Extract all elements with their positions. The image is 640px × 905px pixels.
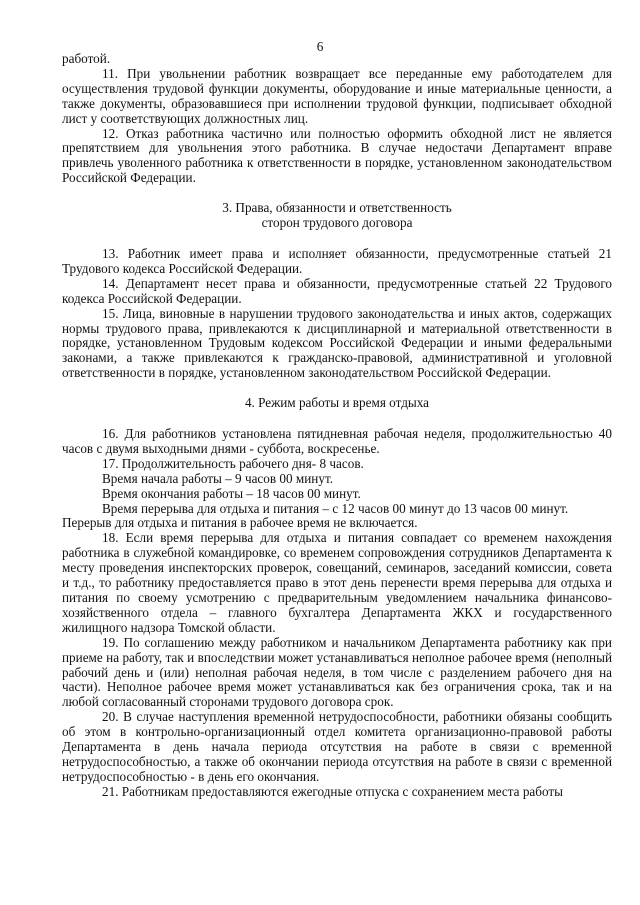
continuation-text: работой. bbox=[62, 51, 111, 66]
paragraph-19: 19. По соглашению между работником и начальником Департамента работнику как при приеме на работу, так и впоследствии может устанавливаться неполное рабочее время (неполный рабочий день и (или) неполная рабочая неделя, в том числе с разделением рабочего дня на части). Неполное рабочее время может устанавливаться как без ограничения срока, так и на любой согласованный сторонами трудового договора срок. bbox=[62, 634, 612, 710]
work-end-time: Время окончания работы – 18 часов 00 минут. bbox=[102, 485, 361, 501]
paragraph-11: 11. При увольнении работник возвращает все переданные ему работодателем для осуществления трудовой функции документы, оборудование и иные материальные ценности, а также документы, образовавшиеся при исполнении трудовой функции, подписывает обходной лист у соответствующих должностных лиц. bbox=[62, 65, 612, 126]
break-time: Время перерыва для отдыха и питания – с 12 часов 00 минут до 13 часов 00 минут. bbox=[102, 500, 569, 516]
section-3-title-line-2: сторон трудового договора bbox=[261, 215, 413, 231]
work-start-time: Время начала работы – 9 часов 00 минут. bbox=[102, 470, 334, 486]
section-4-title: 4. Режим работы и время отдыха bbox=[244, 395, 430, 411]
paragraph-15: 15. Лица, виновные в нарушении трудового законодательства и иных актов, содержащих нормы трудового права, привлекаются к дисциплинарной и материальной ответственности в порядке, установленном Трудовым кодексом Российской Федерации и иными федеральными законами, а также привлекаются к гражданско-правовой, административной и уголовной ответственности в порядке, установленном законодательством Российской Федерации. bbox=[62, 305, 612, 381]
paragraph-13: 13. Работник имеет права и исполняет обязанности, предусмотренные статьей 21 Трудового кодекса Российской Федерации. bbox=[62, 245, 612, 276]
break-note: Перерыв для отдыха и питания в рабочее время не включается. bbox=[62, 515, 418, 531]
paragraph-20: 20. В случае наступления временной нетрудоспособности, работники обязаны сообщить об этом в контрольно-организационный отдел комитета организационно-правовой работы Департамента в день начала периода отсутствия на работе в связи с временной нетрудоспособностью, а также об окончании периода отсутствия на работе в связи с временной нетрудоспособностью - в день его окончания. bbox=[62, 709, 612, 784]
paragraph-14: 14. Департамент несет права и обязанности, предусмотренные статьей 22 Трудового кодекса Российской Федерации. bbox=[62, 275, 612, 306]
paragraph-18: 18. Если время перерыва для отдыха и питания совпадает со временем нахождения работника в служебной командировке, со временем сопровождения сотрудников Департамента к месту проведения инспекторских проверок, совещаний, семинаров, заседаний комиссии, совета и т.д., то работнику предоставляется право в этот день перенести время перерыва для отдыха и питания по своему усмотрению с предварительным уведомлением начальника финансово-хозяйственного отдела – главного бухгалтера Департамента ЖКХ и государственного жилищного надзора Томской области. bbox=[62, 530, 612, 635]
paragraph-12: 12. Отказ работника частично или полностью оформить обходной лист не является препятствием для увольнения этого работника. В случае недостачи Департамент вправе привлечь уволенного работника к ответственности в порядке, установленном законодательством Российской Федерации. bbox=[62, 125, 612, 186]
paragraph-21: 21. Работникам предоставляются ежегодные отпуска с сохранением места работы bbox=[102, 783, 564, 799]
paragraph-17: 17. Продолжительность рабочего дня- 8 часов. bbox=[102, 455, 364, 471]
document-body bbox=[62, 52, 612, 800]
section-3-title-line-1: 3. Права, обязанности и ответственность bbox=[222, 200, 452, 216]
paragraph-16: 16. Для работников установлена пятидневная рабочая неделя, продолжительностью 40 часов с двумя выходными днями - суббота, воскресенье. bbox=[62, 426, 612, 456]
page-number: 6 bbox=[316, 39, 324, 54]
